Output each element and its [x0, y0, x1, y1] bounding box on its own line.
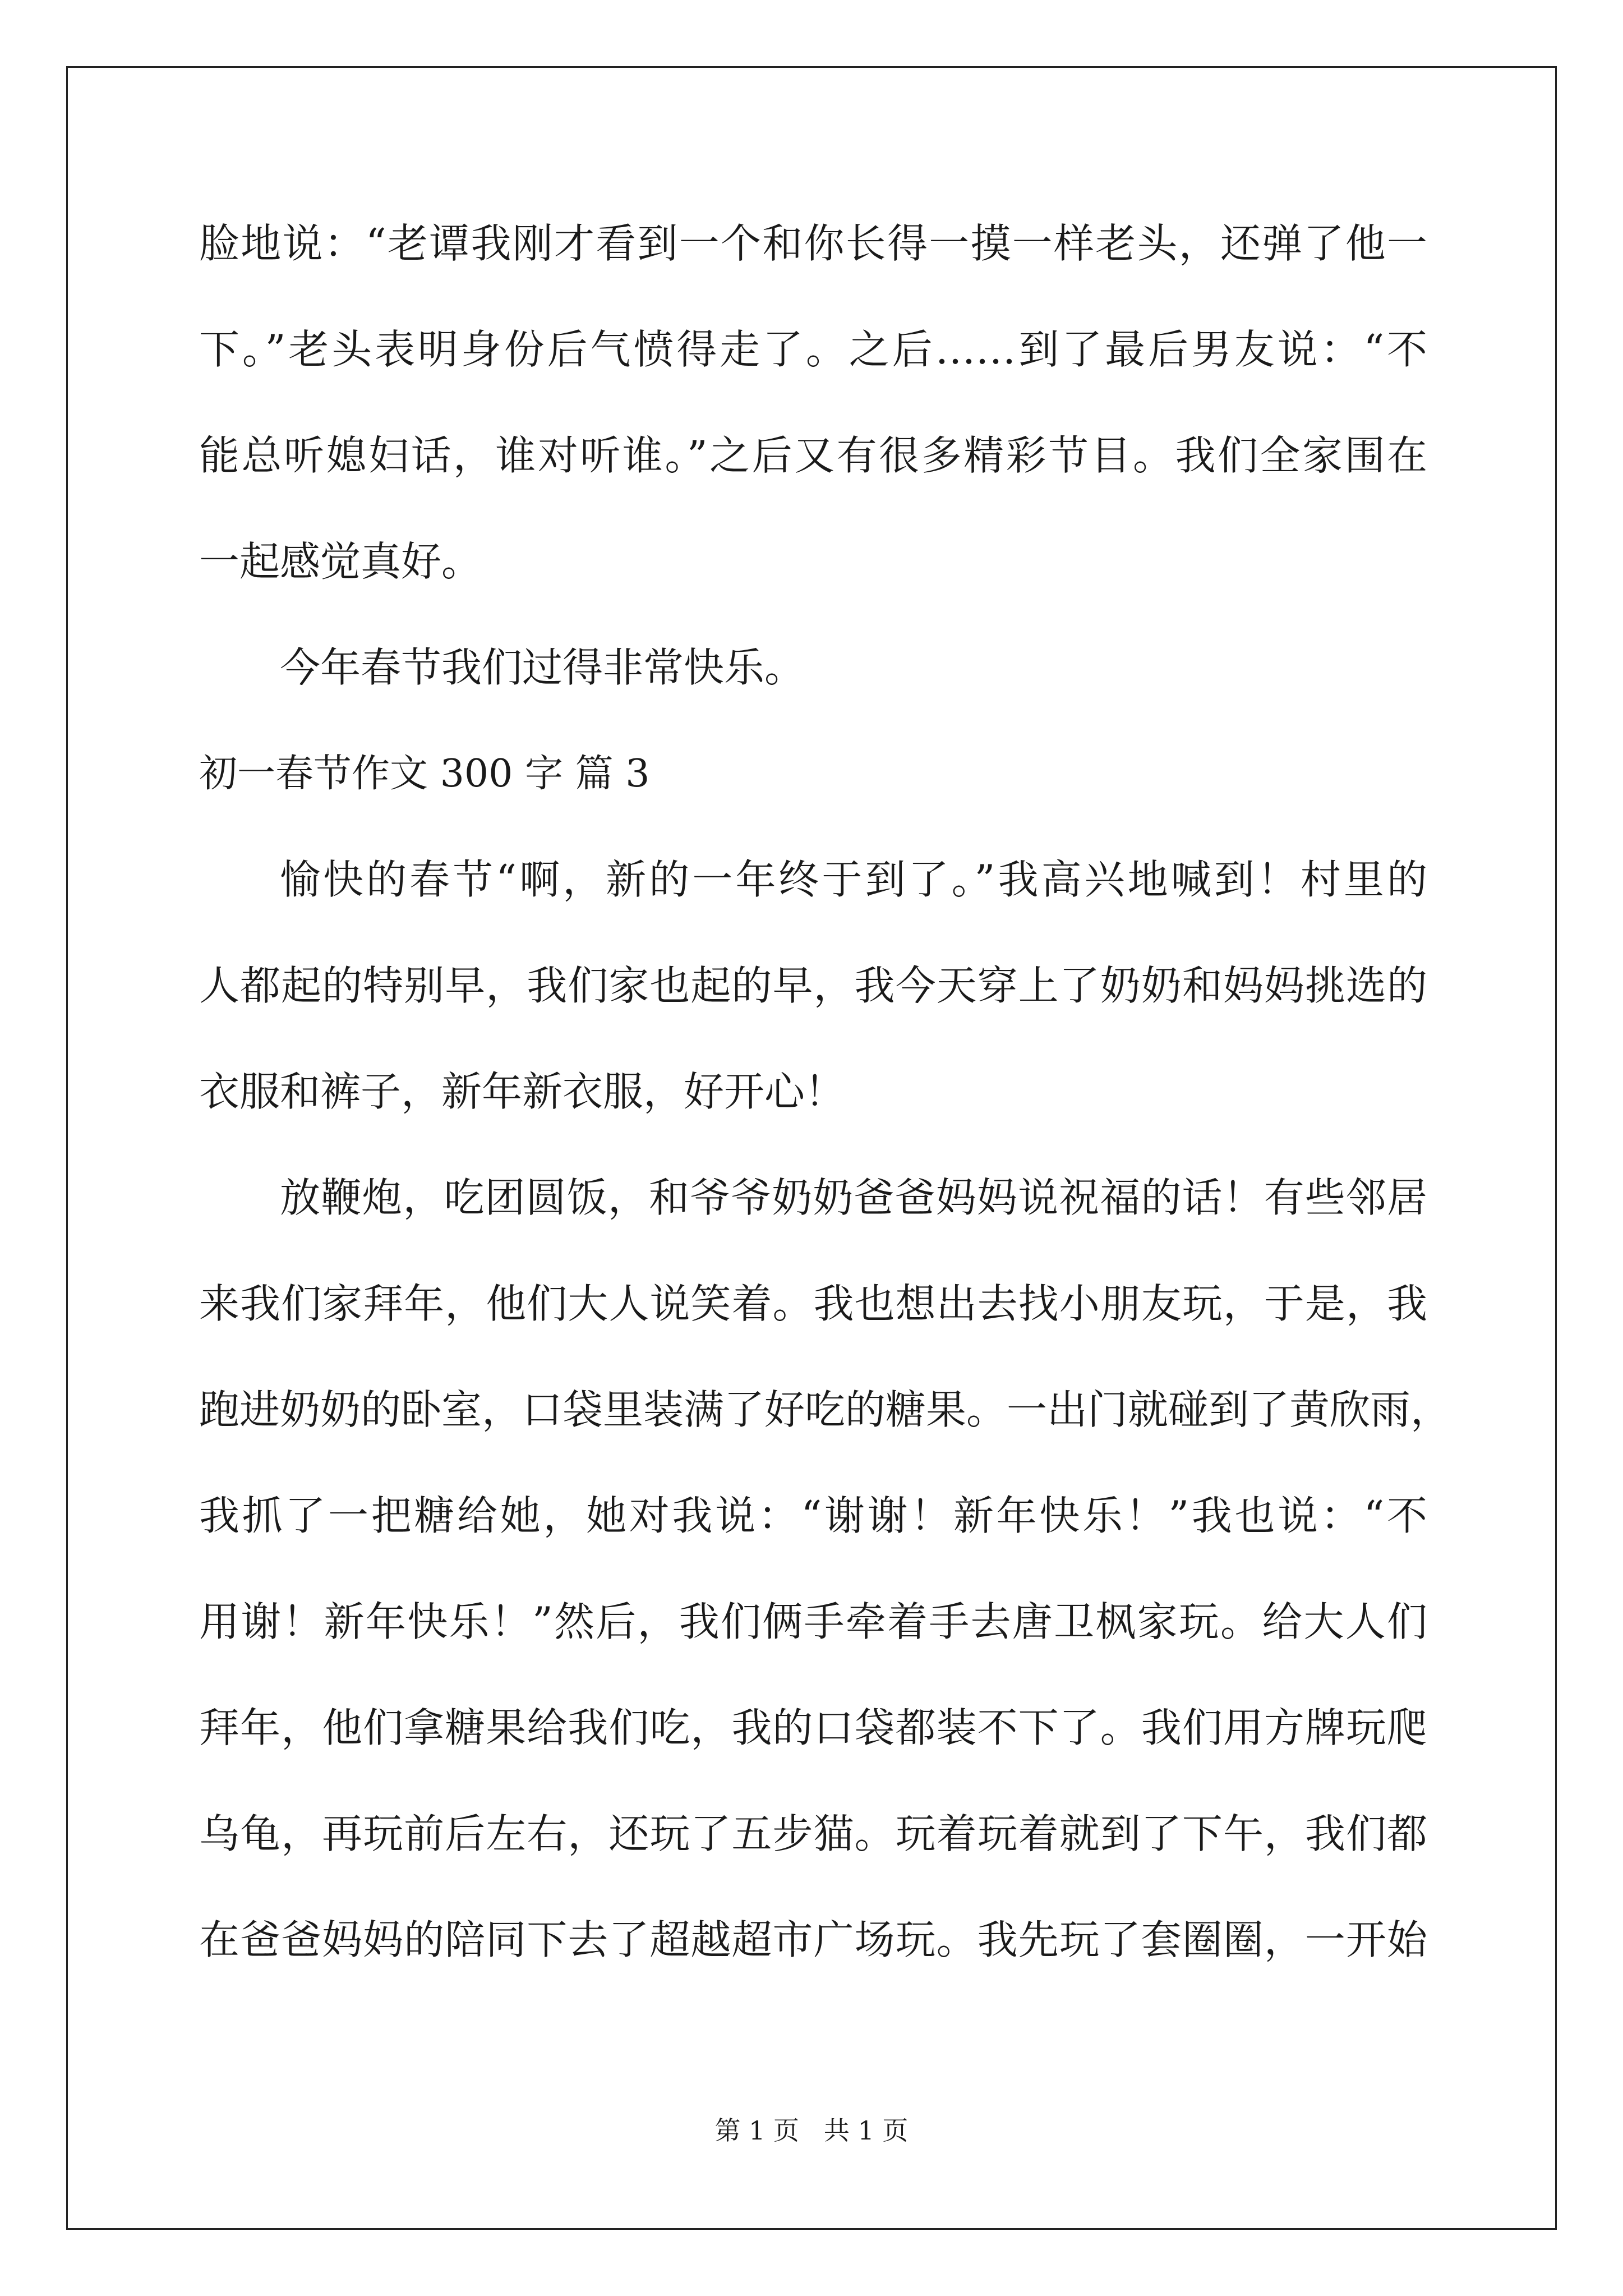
section-heading: 初一春节作文 300 字 篇 3 [199, 752, 650, 796]
text-line: 一起感觉真好。 [199, 538, 482, 585]
text-line: 来我们家拜年，他们大人说笑着。我也想出去找小朋友玩，于是，我 [199, 1280, 1427, 1327]
text-line: 人都起的特别早，我们家也起的早，我今天穿上了奶奶和妈妈挑选的 [199, 962, 1427, 1009]
text-line: 下。”老头表明身份后气愤得走了。之后……到了最后男友说：“不 [199, 326, 1427, 373]
text-line: 愉快的春节“啊，新的一年终于到了。”我高兴地喊到！村里的 [280, 856, 1427, 903]
text-line: 乌龟，再玩前后左右，还玩了五步猫。玩着玩着就到了下午，我们都 [199, 1810, 1427, 1857]
text-line: 拜年，他们拿糖果给我们吃，我的口袋都装不下了。我们用方牌玩爬 [199, 1704, 1427, 1751]
page-footer: 第 1 页 共 1 页 [714, 2115, 909, 2146]
text-line: 在爸爸妈妈的陪同下去了超越超市广场玩。我先玩了套圈圈，一开始 [199, 1916, 1427, 1963]
document-body [199, 191, 1451, 1993]
text-line: 用谢！新年快乐！”然后，我们俩手牵着手去唐卫枫家玩。给大人们 [199, 1598, 1427, 1645]
text-line: 今年春节我们过得非常快乐。 [280, 644, 805, 691]
text-line: 跑进奶奶的卧室，口袋里装满了好吃的糖果。一出门就碰到了黄欣雨， [199, 1386, 1451, 1433]
text-line: 脸地说：“老谭我刚才看到一个和你长得一摸一样老头，还弹了他一 [199, 220, 1427, 267]
text-line: 我抓了一把糖给她，她对我说：“谢谢！新年快乐！”我也说：“不 [199, 1492, 1427, 1539]
text-line: 衣服和裤子，新年新衣服，好开心！ [199, 1068, 846, 1115]
text-line: 放鞭炮，吃团圆饭，和爷爷奶奶爸爸妈妈说祝福的话！有些邻居 [280, 1174, 1427, 1221]
text-line: 能总听媳妇话，谁对听谁。”之后又有很多精彩节目。我们全家围在 [199, 432, 1427, 479]
